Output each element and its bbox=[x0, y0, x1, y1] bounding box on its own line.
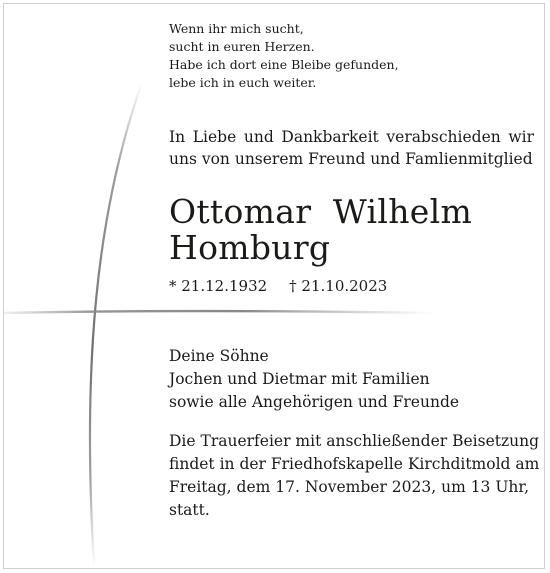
deceased-name bbox=[169, 194, 472, 266]
service-line: Freitag, dem 17. November 2023, um 13 Uhr, bbox=[169, 478, 530, 496]
mourners bbox=[169, 345, 459, 414]
birth-date: * 21.12.1932 bbox=[169, 277, 268, 295]
poem bbox=[169, 20, 399, 92]
cross-vertical-stroke bbox=[90, 82, 142, 566]
deceased-first-names: Ottomar Wilhelm bbox=[169, 192, 473, 231]
obituary-card bbox=[3, 3, 545, 569]
poem-line: Habe ich dort eine Bleibe gefunden, bbox=[169, 57, 399, 72]
service-line: statt. bbox=[169, 501, 210, 519]
service-line: findet in der Friedhofskapelle Kirchditmold am bbox=[169, 455, 540, 473]
poem-line: sucht in euren Herzen. bbox=[169, 39, 315, 54]
mourners-line: Jochen und Dietmar mit Familien bbox=[169, 370, 430, 388]
deceased-last-name: Homburg bbox=[169, 228, 331, 267]
death-date: † 21.10.2023 bbox=[289, 277, 388, 295]
life-dates bbox=[169, 276, 387, 296]
cross-horizontal-stroke bbox=[4, 311, 436, 313]
poem-line: lebe ich in euch weiter. bbox=[169, 75, 317, 90]
service-line: Die Trauerfeier mit anschließender Beisetzung bbox=[169, 432, 540, 450]
service-info bbox=[169, 430, 539, 522]
intro-text: In Liebe und Dankbarkeit verabschieden wir uns von unserem Freund und Famlienmitglied bbox=[169, 128, 534, 168]
poem-line: Wenn ihr mich sucht, bbox=[169, 21, 304, 36]
mourners-line: Deine Söhne bbox=[169, 347, 269, 365]
mourners-line: sowie alle Angehörigen und Freunde bbox=[169, 393, 460, 411]
